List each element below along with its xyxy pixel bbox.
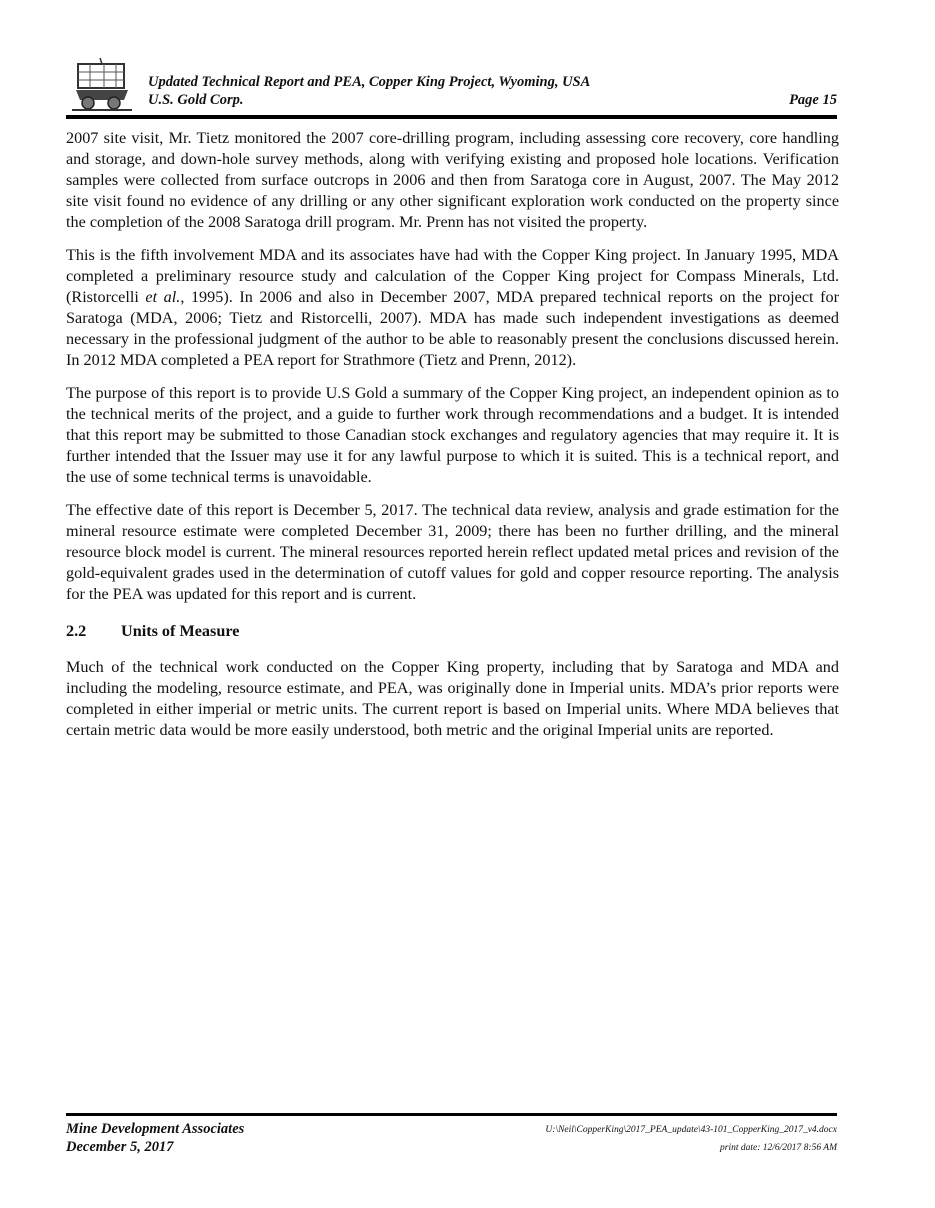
footer-company: Mine Development Associates [66, 1121, 245, 1137]
section-title: Units of Measure [121, 622, 240, 640]
paragraph-involvement-text-2: , 1995). In 2006 and also in December 2007, MDA prepared technical reports on the project for Saratoga (MDA, 2006; Tietz and Ristorcelli, 2007). MDA has made such independent investigations as deemed necessary in the professional judgment of the author to be able to reasonably present the conclusions discussed herein. In 2012 MDA completed a PEA report for Strathmore (Tietz and Prenn, 2012). [66, 288, 839, 369]
document-title: Updated Technical Report and PEA, Copper King Project, Wyoming, USA [148, 74, 591, 90]
citation-et-al: et al. [145, 288, 181, 306]
footer-file-path: U:\Neil\CopperKing\2017_PEA_update\43-101_CopperKing_2017_v4.docx [545, 1125, 837, 1135]
page-body [66, 128, 839, 753]
header-rule [66, 115, 837, 119]
page-header [66, 52, 837, 118]
paragraph-involvement-text-1: This is the fifth involvement MDA and its associates have had with the Copper King project. In January 1995, MDA completed a preliminary resource study and calculation of the Copper King project for Compass Minerals, Ltd. (Ristorcelli [66, 246, 839, 306]
footer-date: December 5, 2017 [66, 1139, 174, 1155]
company-name: U.S. Gold Corp. [148, 92, 244, 108]
paragraph-site-visit: 2007 site visit, Mr. Tietz monitored the 2007 core-drilling program, including assessing core recovery, core handling and storage, and down-hole survey methods, along with verifying existing and proposed hole locations. Verification samples were collected from surface outcrops in 2006 and then from Saratoga core in August, 2007. The May 2012 site visit found no evidence of any drilling or any other significant exploration work conducted on the property since the completion of the 2008 Saratoga drill program. Mr. Prenn has not visited the property. [66, 129, 839, 231]
footer-rule [66, 1113, 837, 1116]
section-number: 2.2 [66, 622, 87, 640]
mining-cart-logo-icon [70, 56, 134, 114]
paragraph-effective-date: The effective date of this report is December 5, 2017. The technical data review, analysis and grade estimation for the mineral resource estimate were completed December 31, 2009; there has been no further drilling, and the mineral resource block model is current. The mineral resources reported herein reflect updated metal prices and revision of the gold-equivalent grades used in the determination of cutoff values for gold and copper resource reporting. The analysis for the PEA was updated for this report and is current. [66, 501, 839, 603]
paragraph-units: Much of the technical work conducted on the Copper King property, including that by Saratoga and MDA and including the modeling, resource estimate, and PEA, was originally done in Imperial units. MDA’s prior reports were completed in either imperial or metric units. The current report is based on Imperial units. Where MDA believes that certain metric data would be more easily understood, both metric and the original Imperial units are reported. [66, 658, 839, 739]
section-heading [66, 621, 839, 642]
paragraph-involvement [66, 245, 839, 371]
paragraph-purpose: The purpose of this report is to provide U.S Gold a summary of the Copper King project, an independent opinion as to the technical merits of the project, and a guide to further work through recommendations and a budget. It is intended that this report may be submitted to those Canadian stock exchanges and regulatory agencies that may require it. It is further intended that the Issuer may use it for any lawful purpose to which it is suited. This is a technical report, and the use of some technical terms is unavoidable. [66, 384, 839, 486]
page-number: Page 15 [789, 92, 837, 108]
footer-print-date: print date: 12/6/2017 8:56 AM [720, 1143, 837, 1153]
